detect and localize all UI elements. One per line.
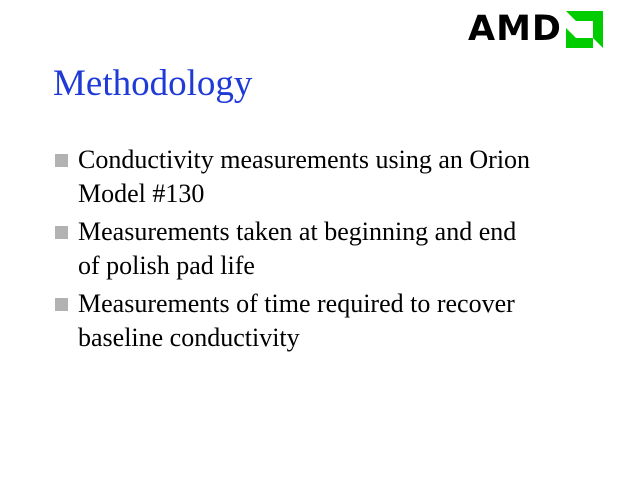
amd-arrow-logo-icon (566, 11, 603, 48)
bullet-item (55, 143, 595, 211)
bullet-text (78, 215, 516, 283)
bullet-line: Measurements taken at beginning and end (78, 217, 517, 246)
bullet-line: Model #130 (78, 179, 205, 208)
bullet-text (78, 143, 530, 211)
bullet-line: Conductivity measurements using an Orion (78, 145, 531, 174)
square-bullet-icon (55, 154, 68, 167)
bullet-list (55, 143, 595, 359)
logo-text: AMD (468, 9, 562, 49)
bullet-item (55, 287, 595, 355)
bullet-item (55, 215, 595, 283)
bullet-line: baseline conductivity (78, 323, 300, 352)
square-bullet-icon (55, 298, 68, 311)
square-bullet-icon (55, 226, 68, 239)
slide-title: Methodology (53, 63, 253, 104)
bullet-line: of polish pad life (78, 251, 255, 280)
bullet-line: Measurements of time required to recover (78, 289, 515, 318)
bullet-text (78, 287, 515, 355)
amd-logo (468, 10, 603, 48)
